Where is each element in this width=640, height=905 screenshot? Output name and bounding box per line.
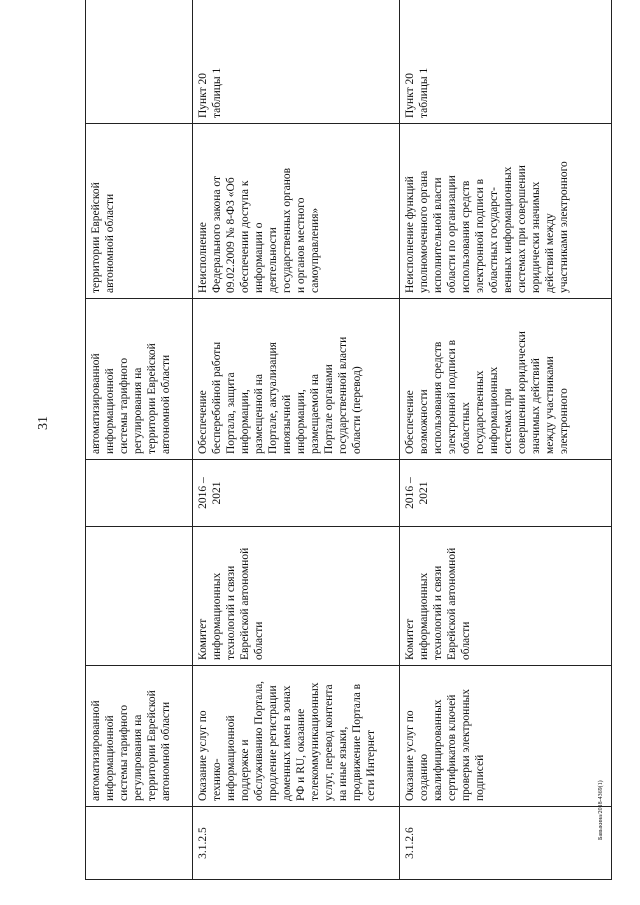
service-cell bbox=[86, 666, 193, 807]
service-cell bbox=[193, 666, 400, 807]
result-cell bbox=[193, 299, 400, 460]
consequence-text: Неисполнение Федерального закона от 09.02.2009 № 8-ФЗ «Об обеспечении доступа к информации о деятельности государственных органов и органов местного самоуправления» bbox=[197, 167, 322, 293]
executor-text: Комитет информационных технологий и связи Еврейской автономной области bbox=[404, 547, 473, 660]
row-number-cell bbox=[400, 807, 612, 880]
consequence-cell bbox=[400, 124, 612, 299]
reference-cell bbox=[86, 0, 193, 124]
document-code: Бавыкина/2018-4369(1) bbox=[598, 780, 604, 840]
row-number: 3.1.2.5 bbox=[197, 827, 209, 859]
service-text: автоматизированной информационной системы тарифного регулирования на территории Еврейской автономной области bbox=[90, 690, 173, 801]
period-text: 2016 – 2021 bbox=[404, 477, 431, 509]
service-cell bbox=[400, 666, 612, 807]
reference-text: Пункт 20 таблицы 1 bbox=[404, 67, 431, 118]
executor-cell bbox=[400, 527, 612, 666]
consequence-cell bbox=[193, 124, 400, 299]
page-number: 31 bbox=[36, 416, 51, 430]
table-row bbox=[86, 0, 193, 880]
period-cell bbox=[193, 460, 400, 527]
reference-text: Пункт 20 таблицы 1 bbox=[197, 67, 224, 118]
executor-cell bbox=[86, 527, 193, 666]
result-cell bbox=[400, 299, 612, 460]
table-row bbox=[193, 0, 400, 880]
program-activities-table bbox=[85, 0, 612, 880]
service-text: Оказание услуг по созданию квалифицированных сертификатов ключей проверки электронных подписей bbox=[404, 689, 487, 801]
service-text: Оказание услуг по технико- информационной поддержке и обслуживанию Портала, продление регистрации доменных имен в зонах РФ и RU, оказание телекоммуникационных услуг, перевод контента на иные языки, продвижение Портала в сети Интернет bbox=[197, 680, 378, 801]
table-row bbox=[400, 0, 612, 880]
reference-cell bbox=[400, 0, 612, 124]
executor-text: Комитет информационных технологий и связи Еврейской автономной области bbox=[197, 547, 266, 660]
result-cell bbox=[86, 299, 193, 460]
period-text: 2016 – 2021 bbox=[197, 477, 224, 509]
executor-cell bbox=[193, 527, 400, 666]
rotated-page-content bbox=[85, 30, 590, 880]
row-number-cell bbox=[193, 807, 400, 880]
period-cell bbox=[86, 460, 193, 527]
reference-cell bbox=[193, 0, 400, 124]
consequence-cell bbox=[86, 124, 193, 299]
row-number-cell bbox=[86, 807, 193, 880]
consequence-text: Неисполнение функций уполномоченного органа исполнительной власти области по организации использования средств электронной подписи в областных государст- венных информационных системах при совершении юридически значимых действий между участниками электронного bbox=[404, 161, 571, 293]
row-number: 3.1.2.6 bbox=[404, 827, 416, 859]
result-text: автоматизированной информационной системы тарифного регулирования на территории Еврейской автономной области bbox=[90, 343, 173, 454]
consequence-text: территории Еврейской автономной области bbox=[90, 182, 117, 293]
result-text: Обеспечение возможности использования средств электронной подписи в областных государственных информационных системах при совершении юридически значимых действий между участниками электронного bbox=[404, 331, 571, 454]
result-text: Обеспечение бесперебойной работы Портала, защита информации, размещенной на Портале, актуализация иноязычной информации, размещаемой на Портале органами государственной власти области (перевод) bbox=[197, 336, 364, 454]
period-cell bbox=[400, 460, 612, 527]
